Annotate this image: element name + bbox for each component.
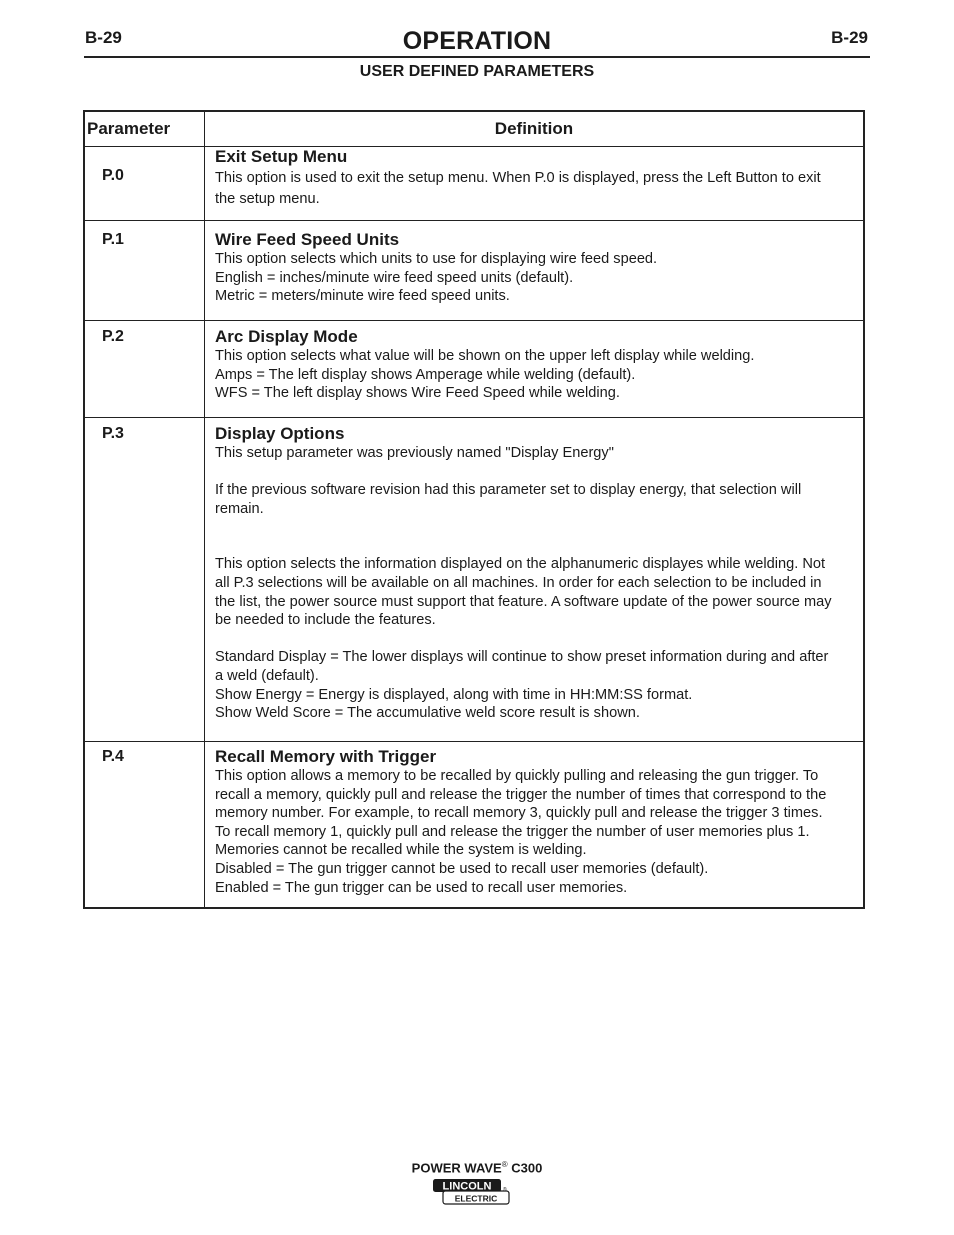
page-title: OPERATION bbox=[402, 27, 552, 55]
definition-title: Wire Feed Speed Units bbox=[215, 230, 400, 249]
definition-line: Show Weld Score = The accumulative weld score result is shown. bbox=[215, 705, 640, 722]
footer-model-name bbox=[0, 1160, 954, 1175]
definition-title: Recall Memory with Trigger bbox=[215, 747, 437, 766]
definition-line: Amps = The left display shows Amperage while welding (default). bbox=[215, 366, 636, 383]
header-rule bbox=[84, 56, 870, 58]
definition-line: Enabled = The gun trigger can be used to recall user memories. bbox=[215, 879, 628, 896]
definition-cell bbox=[205, 418, 865, 742]
definition-line: Standard Display = The lower displays will continue to show preset information during and after bbox=[215, 649, 829, 666]
definition-cell bbox=[205, 742, 865, 909]
definition-cell bbox=[205, 321, 865, 418]
definition-line: the setup menu. bbox=[215, 190, 320, 207]
definition-line: a weld (default). bbox=[215, 667, 319, 684]
definition-line: all P.3 selections will be available on all machines. In order for each selection to be included in bbox=[215, 574, 822, 591]
definition-line: the list, the power source must support that feature. A software update of the power source may bbox=[215, 593, 832, 610]
definition-cell bbox=[205, 147, 865, 221]
column-header-definition: Definition bbox=[205, 111, 865, 147]
model-prefix: POWER WAVE bbox=[411, 1160, 502, 1176]
parameter-code: P.3 bbox=[84, 418, 205, 742]
lincoln-electric-logo bbox=[433, 1177, 513, 1212]
definition-line: This option selects what value will be shown on the upper left display while welding. bbox=[215, 348, 755, 364]
definition-title: Exit Setup Menu bbox=[215, 147, 348, 166]
page-number-left: B-29 bbox=[85, 28, 122, 47]
definition-title: Display Options bbox=[215, 424, 345, 443]
definition-cell bbox=[205, 221, 865, 321]
table-row bbox=[84, 221, 864, 321]
definition-line: Metric = meters/minute wire feed speed units. bbox=[215, 288, 510, 305]
table-row bbox=[84, 321, 864, 418]
definition-line: remain. bbox=[215, 500, 264, 517]
parameter-code: P.1 bbox=[84, 221, 205, 321]
parameters-table bbox=[83, 110, 865, 909]
registered-mark: ® bbox=[501, 1160, 508, 1169]
definition-line: This setup parameter was previously named "Display Energy" bbox=[215, 445, 614, 461]
parameter-code: P.4 bbox=[84, 742, 205, 909]
page-number-right: B-29 bbox=[831, 28, 868, 47]
definition-line: This option selects which units to use for displaying wire feed speed. bbox=[215, 251, 658, 267]
table-row bbox=[84, 742, 864, 909]
definition-line: This option allows a memory to be recalled by quickly pulling and releasing the gun trigger. To bbox=[215, 768, 819, 784]
column-header-parameter: Parameter bbox=[84, 111, 205, 147]
parameter-code: P.2 bbox=[84, 321, 205, 418]
definition-line: English = inches/minute wire feed speed units (default). bbox=[215, 269, 574, 286]
definition-line: This option selects the information displayed on the alphanumeric displayes while welding. Not bbox=[215, 556, 826, 573]
definition-line: Disabled = The gun trigger cannot be used to recall user memories (default). bbox=[215, 860, 709, 877]
definition-line: WFS = The left display shows Wire Feed Speed while welding. bbox=[215, 385, 620, 402]
definition-line: be needed to include the features. bbox=[215, 612, 436, 629]
logo-text-bottom: ELECTRIC bbox=[454, 1193, 498, 1204]
parameter-code: P.0 bbox=[84, 147, 205, 221]
table-row bbox=[84, 418, 864, 742]
logo-text-top: LINCOLN bbox=[442, 1180, 492, 1193]
definition-line: To recall memory 1, quickly pull and release the trigger the number of user memories plus 1. bbox=[215, 823, 810, 840]
table-header-row bbox=[84, 111, 864, 147]
definition-line: This option is used to exit the setup menu. When P.0 is displayed, press the Left Button to exit bbox=[215, 170, 821, 186]
definition-line: Show Energy = Energy is displayed, along with time in HH:MM:SS format. bbox=[215, 686, 693, 703]
section-subtitle: USER DEFINED PARAMETERS bbox=[359, 63, 595, 80]
logo-registered-mark: ® bbox=[503, 1187, 507, 1193]
definition-line: Memories cannot be recalled while the system is welding. bbox=[215, 842, 587, 859]
table-row bbox=[84, 147, 864, 221]
model-suffix: C300 bbox=[511, 1160, 543, 1176]
definition-line: memory number. For example, to recall memory 3, quickly pull and release the trigger 3 times. bbox=[215, 805, 823, 822]
definition-title: Arc Display Mode bbox=[215, 327, 358, 346]
definition-line: If the previous software revision had this parameter set to display energy, that selection will bbox=[215, 482, 802, 499]
definition-line: recall a memory, quickly pull and release the trigger the number of times that correspond to the bbox=[215, 786, 827, 803]
